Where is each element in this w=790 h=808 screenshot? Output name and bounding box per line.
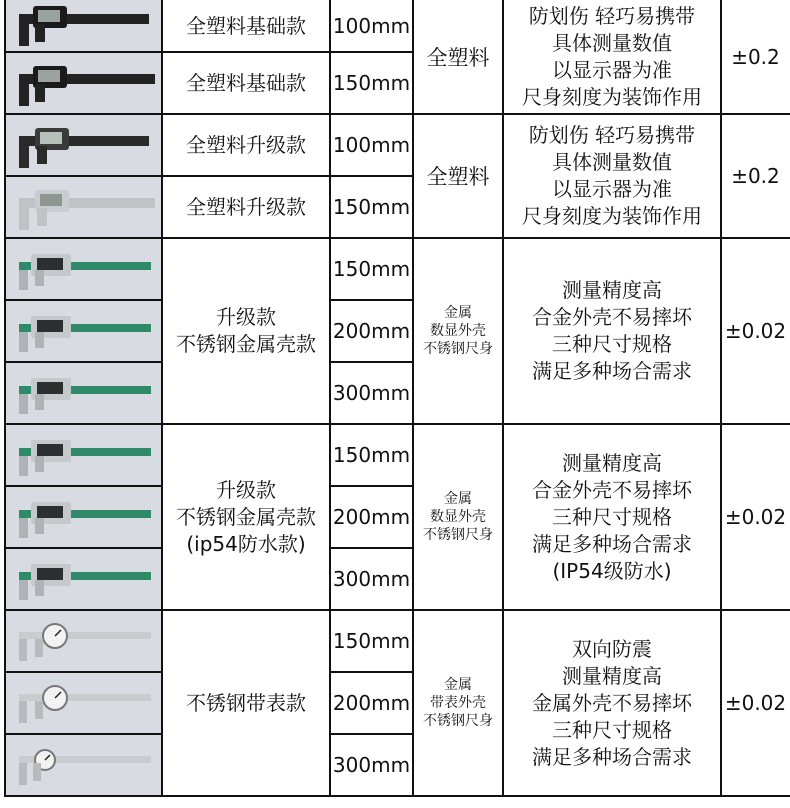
- size-cell: 100mm: [332, 133, 411, 157]
- grid-line: [4, 795, 790, 797]
- size-cell: 150mm: [332, 629, 411, 653]
- feature-line: 具体测量数值: [552, 150, 672, 174]
- size-cell: 300mm: [332, 753, 411, 777]
- feature-line: 金属外壳不易摔坏: [532, 690, 692, 715]
- grid-line: [502, 0, 504, 797]
- name-line: 升级款: [216, 477, 276, 502]
- dial-caliper-icon: [5, 672, 162, 734]
- material-line: 数显外壳: [430, 509, 486, 525]
- grid-line: [329, 485, 414, 487]
- feature-line: 以显示器为准: [552, 177, 672, 201]
- material-line: 带表外壳: [430, 695, 486, 711]
- features-cell: [503, 610, 721, 796]
- grid-line: [329, 299, 414, 301]
- feature-line: 合金外壳不易摔坏: [532, 305, 692, 329]
- size-cell: 150mm: [332, 71, 411, 95]
- grid-line: [329, 733, 414, 735]
- grid-line: [4, 361, 162, 363]
- grid-line: [4, 0, 6, 797]
- size-cell: 150mm: [332, 257, 411, 281]
- accuracy-cell: ±0.2: [731, 45, 780, 69]
- dial-caliper-icon: [5, 610, 162, 672]
- feature-line: 具体测量数值: [552, 31, 672, 55]
- feature-line: 三种尺寸规格: [552, 717, 672, 742]
- grid-line: [4, 547, 162, 549]
- feature-line: 测量精度高: [562, 278, 662, 302]
- product-name: 全塑料基础款: [186, 13, 306, 38]
- size-cell: 150mm: [332, 443, 411, 467]
- feature-line: 以显示器为准: [552, 58, 672, 82]
- grid-line: [4, 609, 790, 611]
- grid-line: [4, 733, 162, 735]
- feature-line: 满足多种场合需求: [532, 531, 692, 556]
- grid-line: [329, 671, 414, 673]
- material-cell: [413, 238, 503, 424]
- features-cell: [503, 238, 721, 424]
- digital-caliper-icon: [5, 238, 162, 300]
- material-line: 不锈钢尺身: [423, 341, 493, 357]
- feature-line: 满足多种场合需求: [532, 744, 692, 769]
- name-line: 升级款: [216, 305, 276, 329]
- plastic-caliper-icon: [5, 176, 162, 238]
- dial-caliper-icon: [5, 734, 162, 796]
- feature-line: 三种尺寸规格: [552, 332, 672, 356]
- grid-line: [4, 175, 414, 177]
- material-cell: 全塑料: [426, 165, 490, 189]
- accuracy-cell: ±0.02: [724, 505, 787, 529]
- material-cell: 全塑料: [426, 46, 490, 70]
- feature-line: 防划伤 轻巧易携带: [528, 4, 696, 28]
- grid-line: [4, 671, 162, 673]
- grid-line: [4, 51, 414, 53]
- plastic-caliper-icon: [5, 114, 162, 176]
- grid-line: [4, 485, 162, 487]
- grid-line: [4, 299, 162, 301]
- grid-line: [161, 0, 163, 797]
- name-line: (ip54防水款): [186, 531, 306, 556]
- grid-line: [329, 0, 331, 797]
- product-name: 全塑料升级款: [186, 132, 306, 157]
- size-cell: 300mm: [332, 381, 411, 405]
- plastic-caliper-icon: [5, 52, 162, 114]
- digital-caliper-icon: [5, 424, 162, 486]
- digital-caliper-icon: [5, 300, 162, 362]
- material-line: 金属: [444, 677, 472, 693]
- size-cell: 200mm: [332, 691, 411, 715]
- grid-line: [4, 423, 790, 425]
- feature-line: 双向防震: [572, 636, 652, 661]
- product-name: [162, 424, 330, 610]
- product-name: 不锈钢带表款: [186, 690, 306, 715]
- feature-line: 三种尺寸规格: [552, 504, 672, 529]
- features-cell: [503, 114, 721, 238]
- feature-line: 测量精度高: [562, 450, 662, 475]
- grid-line: [4, 113, 790, 115]
- material-cell: [413, 610, 503, 796]
- material-line: 不锈钢尺身: [423, 527, 493, 543]
- size-cell: 150mm: [332, 195, 411, 219]
- feature-line: 测量精度高: [562, 663, 662, 688]
- grid-line: [329, 547, 414, 549]
- material-line: 金属: [444, 305, 472, 321]
- material-line: 数显外壳: [430, 323, 486, 339]
- grid-line: [720, 0, 722, 797]
- name-line: 不锈钢金属壳款: [176, 332, 316, 356]
- name-line: 不锈钢金属壳款: [176, 504, 316, 529]
- product-name: 全塑料基础款: [186, 70, 306, 95]
- material-cell: [413, 424, 503, 610]
- accuracy-cell: ±0.2: [731, 164, 780, 188]
- features-cell: [503, 424, 721, 610]
- digital-caliper-icon: [5, 362, 162, 424]
- grid-line: [4, 237, 790, 239]
- size-cell: 200mm: [332, 319, 411, 343]
- features-cell: [503, 0, 721, 114]
- size-cell: 200mm: [332, 505, 411, 529]
- size-cell: 300mm: [332, 567, 411, 591]
- size-cell: 100mm: [332, 14, 411, 38]
- accuracy-cell: ±0.02: [724, 319, 787, 343]
- product-name: [162, 238, 330, 424]
- material-line: 不锈钢尺身: [423, 713, 493, 729]
- grid-line: [329, 361, 414, 363]
- feature-line: 尺身刻度为装饰作用: [522, 85, 702, 109]
- feature-line: 满足多种场合需求: [532, 359, 692, 383]
- digital-caliper-icon: [5, 486, 162, 548]
- digital-caliper-icon: [5, 548, 162, 610]
- grid-line: [412, 0, 414, 797]
- material-line: 金属: [444, 491, 472, 507]
- feature-line: 防划伤 轻巧易携带: [528, 123, 696, 147]
- feature-line: 尺身刻度为装饰作用: [522, 204, 702, 228]
- plastic-caliper-icon: [5, 0, 162, 52]
- feature-line: (IP54级防水): [552, 558, 672, 583]
- accuracy-cell: ±0.02: [724, 691, 787, 715]
- feature-line: 合金外壳不易摔坏: [532, 477, 692, 502]
- product-name: 全塑料升级款: [186, 194, 306, 219]
